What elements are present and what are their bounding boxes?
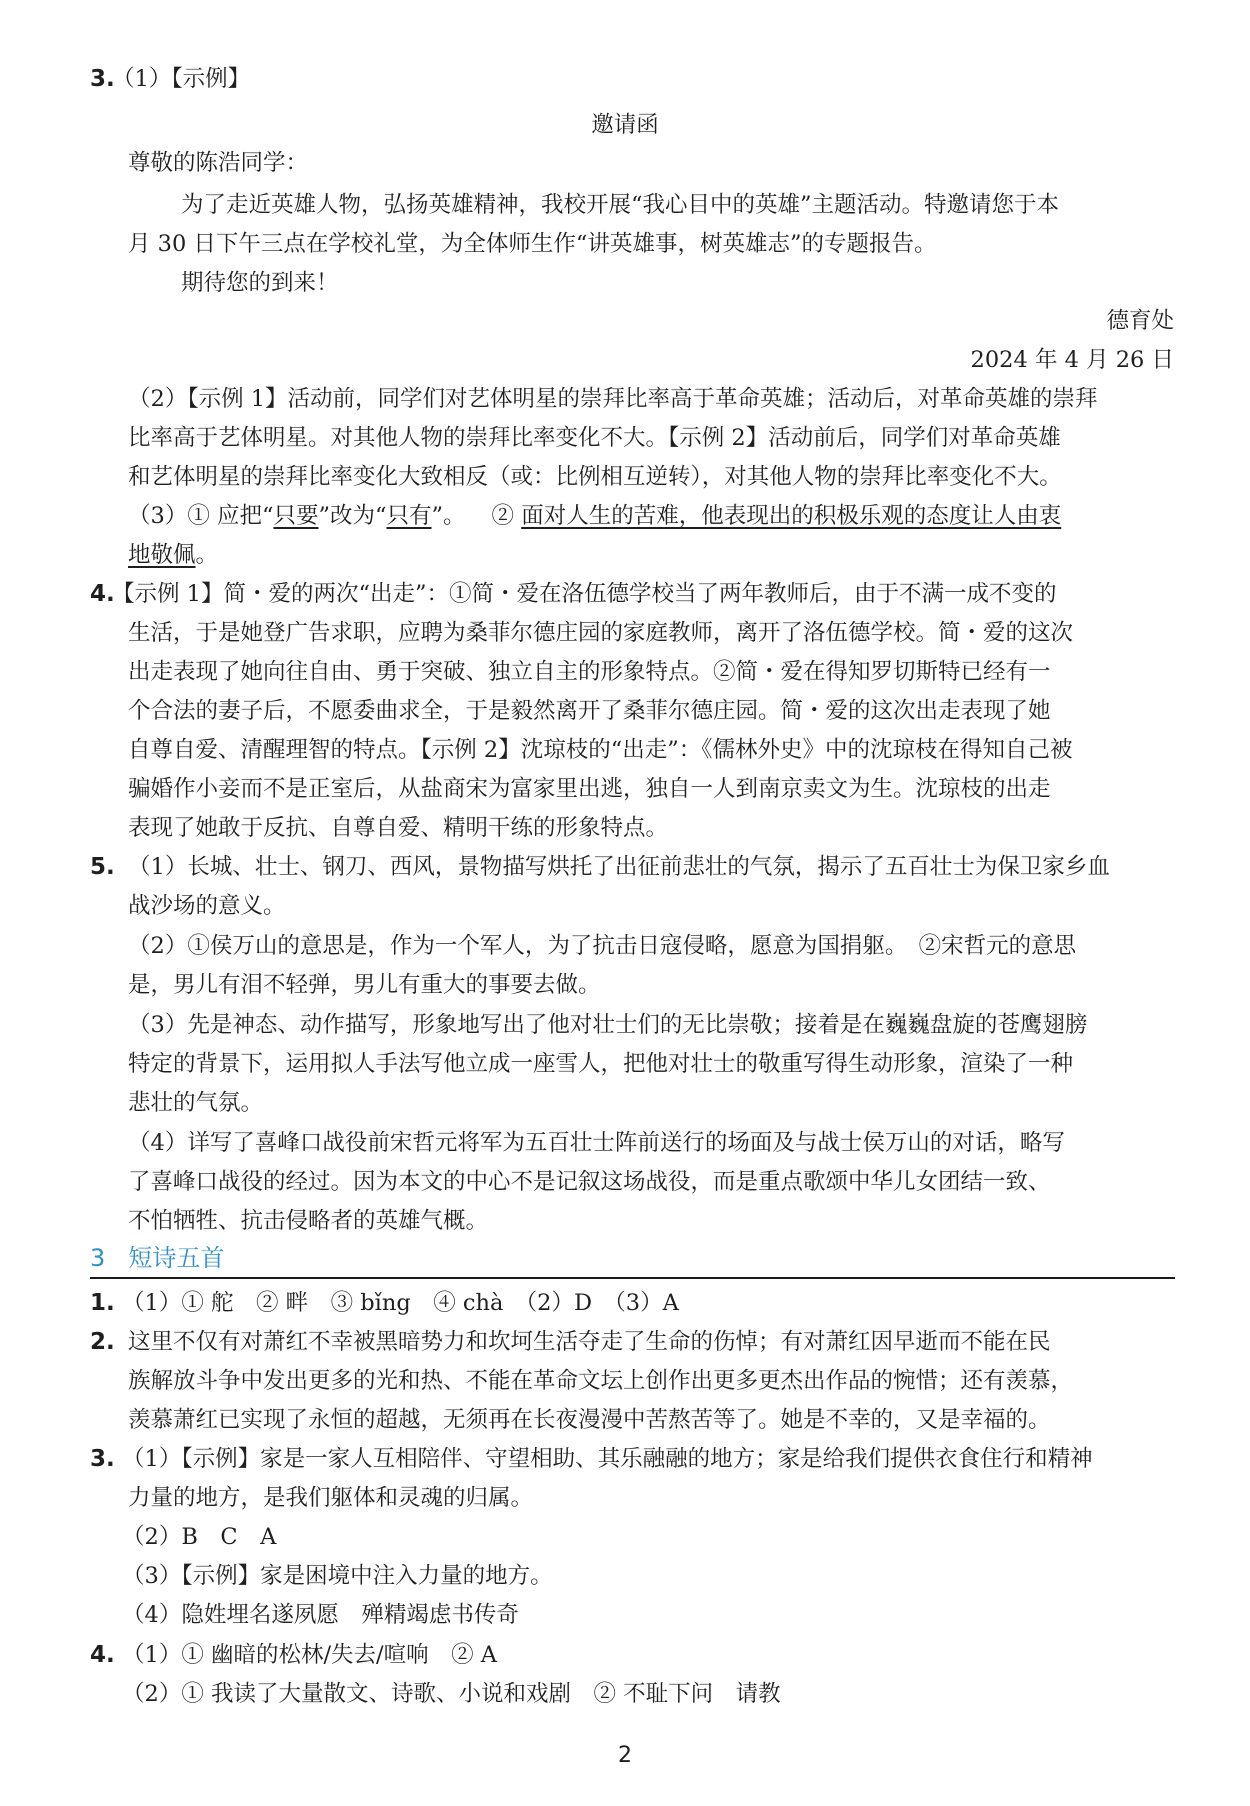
answer-line: 出走表现了她向往自由、勇于突破、独立自主的形象特点。②简・爱在得知罗切斯特已经有一 bbox=[128, 659, 1051, 685]
question-number: 4. bbox=[90, 1642, 115, 1668]
answer-line: 战沙场的意义。 bbox=[128, 893, 286, 919]
answer-line: （1）长城、壮士、钢刀、西风，景物描写烘托了出征前悲壮的气氛，揭示了五百壮士为保卫家乡血 bbox=[128, 854, 1110, 880]
letter-body-line: 为了走近英雄人物，弘扬英雄精神，我校开展“我心目中的英雄”主题活动。特邀请您于本 bbox=[181, 192, 1060, 218]
answer-line: 【示例 1】简・爱的两次“出走”：①简・爱在洛伍德学校当了两年教师后，由于不满一成不变的 bbox=[112, 581, 1057, 607]
answer-line: 生活，于是她登广告求职，应聘为桑菲尔德庄园的家庭教师，离开了洛伍德学校。简・爱的这次 bbox=[128, 620, 1074, 646]
answer-line: （3）【示例】家是困境中注入力量的地方。 bbox=[122, 1563, 553, 1589]
letter-body-line: 月 30 日下午三点在学校礼堂，为全体师生作“讲英雄事，树英雄志”的专题报告。 bbox=[128, 231, 937, 257]
answer-line bbox=[128, 540, 218, 570]
text-segment: ”改为“ bbox=[318, 503, 387, 529]
text-segment: 。 bbox=[195, 542, 219, 568]
question-number: 1. bbox=[90, 1290, 115, 1316]
answer-line: 族解放斗争中发出更多的光和热、不能在革命文坛上创作出更多更杰出作品的惋惜；还有羡慕， bbox=[128, 1368, 1074, 1394]
question-number: 2. bbox=[90, 1329, 115, 1355]
section-heading bbox=[90, 1243, 1175, 1279]
answer-line: （2）① 我读了大量散文、诗歌、小说和戏剧 ② 不耻下问 请教 bbox=[122, 1681, 781, 1707]
letter-closing: 期待您的到来！ bbox=[181, 270, 339, 296]
section-number: 3 bbox=[90, 1244, 106, 1272]
text-segment: ② bbox=[491, 503, 522, 529]
question-number: 3. bbox=[90, 66, 115, 92]
underlined-text: 地敬佩 bbox=[128, 542, 196, 568]
answer-line: 悲壮的气氛。 bbox=[128, 1090, 264, 1116]
answer-line: （3）先是神态、动作描写，形象地写出了他对壮士们的无比崇敬；接着是在巍巍盘旋的苍鹰翅膀 bbox=[128, 1012, 1088, 1038]
underlined-text: 面对人生的苦难，他表现出的积极乐观的态度让人由衷 bbox=[521, 503, 1062, 529]
answer-line: （1）【示例】家是一家人互相陪伴、守望相助、其乐融融的地方；家是给我们提供衣食住行和精神 bbox=[122, 1446, 1093, 1472]
answer-line: （4）详写了喜峰口战役前宋哲元将军为五百壮士阵前送行的场面及与战士侯万山的对话，略写 bbox=[128, 1130, 1065, 1156]
letter-signer: 德育处 bbox=[1106, 308, 1174, 334]
answer-line: 和艺体明星的崇拜比率变化大致相反（或：比例相互逆转），对其他人物的崇拜比率变化不大。 bbox=[128, 464, 1062, 490]
answer-line: （1）① 幽暗的松林/失去/喧响 ② A bbox=[122, 1642, 498, 1668]
answer-line: （1）① 舵 ② 畔 ③ bǐng ④ chà （2）D （3）A bbox=[122, 1290, 679, 1316]
underlined-text: 只要 bbox=[273, 503, 319, 529]
section-title: 短诗五首 bbox=[128, 1244, 225, 1272]
question-text: （1）【示例】 bbox=[112, 66, 251, 92]
answer-line: 了喜峰口战役的经过。因为本文的中心不是记叙这场战役，而是重点歌颂中华儿女团结一致、 bbox=[128, 1169, 1051, 1195]
answer-line: 力量的地方，是我们躯体和灵魂的归属。 bbox=[128, 1485, 534, 1511]
question-number: 3. bbox=[90, 1446, 115, 1472]
answer-line: （2）①侯万山的意思是，作为一个军人，为了抗击日寇侵略，愿意为国捐躯。 ②宋哲元的意思 bbox=[128, 933, 1077, 959]
answer-line: 这里不仅有对萧红不幸被黑暗势力和坎坷生活夺走了生命的伤悼；有对萧红因早逝而不能在民 bbox=[128, 1329, 1051, 1355]
question-number: 5. bbox=[90, 854, 115, 880]
underlined-text: 只有 bbox=[386, 503, 432, 529]
letter-date: 2024 年 4 月 26 日 bbox=[970, 347, 1174, 373]
text-segment: ”。 bbox=[431, 503, 466, 529]
letter-greeting: 尊敬的陈浩同学： bbox=[128, 150, 309, 176]
answer-line: 比率高于艺体明星。对其他人物的崇拜比率变化不大。【示例 2】活动前后，同学们对革命英雄 bbox=[128, 425, 1061, 451]
answer-line: 是，男儿有泪不轻弹，男儿有重大的事要去做。 bbox=[128, 972, 601, 998]
page-number: 2 bbox=[618, 1743, 632, 1768]
answer-line: 特定的背景下，运用拟人手法写他立成一座雪人，把他对壮士的敬重写得生动形象，渲染了一种 bbox=[128, 1051, 1074, 1077]
answer-line: 骗婚作小妾而不是正室后，从盐商宋为富家里出逃，独自一人到南京卖文为生。沈琼枝的出走 bbox=[128, 776, 1051, 802]
answer-line: 个合法的妻子后，不愿委曲求全，于是毅然离开了桑菲尔德庄园。简・爱的这次出走表现了她 bbox=[128, 698, 1051, 724]
answer-line: （2）B C A bbox=[122, 1524, 277, 1550]
letter-title: 邀请函 bbox=[591, 112, 659, 138]
answer-line: 表现了她敢于反抗、自尊自爱、精明干练的形象特点。 bbox=[128, 815, 669, 841]
answer-line: 自尊自爱、清醒理智的特点。【示例 2】沈琼枝的“出走”：《儒林外史》中的沈琼枝在得知自己被 bbox=[128, 737, 1073, 763]
answer-line: 不怕牺牲、抗击侵略者的英雄气概。 bbox=[128, 1208, 489, 1234]
answer-line: （2）【示例 1】活动前，同学们对艺体明星的崇拜比率高于革命英雄；活动后，对革命英雄的崇拜 bbox=[128, 386, 1098, 412]
answer-line bbox=[128, 501, 1061, 531]
answer-line: 羡慕萧红已实现了永恒的超越，无须再在长夜漫漫中苦熬苦等了。她是不幸的，又是幸福的。 bbox=[128, 1407, 1051, 1433]
text-segment: （3）① 应把“ bbox=[128, 503, 274, 529]
answer-line: （4）隐姓埋名遂夙愿 殚精竭虑书传奇 bbox=[122, 1602, 519, 1628]
question-number: 4. bbox=[90, 581, 115, 607]
